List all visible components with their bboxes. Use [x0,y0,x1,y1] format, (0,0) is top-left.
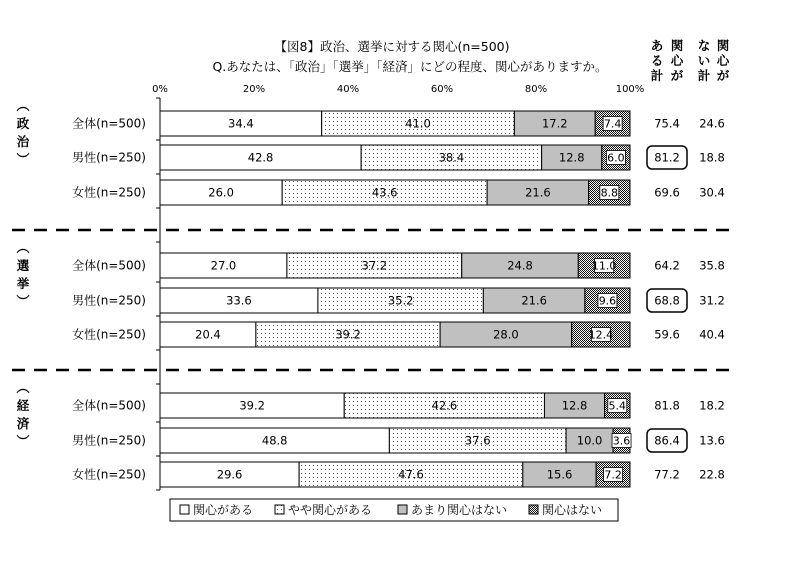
legend-label: 関心がある [193,503,254,517]
value-label: 43.6 [371,185,398,200]
not-interested-total: 18.2 [699,398,725,413]
value-label: 12.8 [561,398,588,413]
value-label: 27.0 [210,258,237,273]
summary-header-char: 心 [670,53,684,68]
chart-subtitle: Q.あなたは、「政治」「選挙」「経済」にどの程度、関心がありますか。 [212,59,608,74]
legend-swatch [180,505,189,514]
interested-total: 81.2 [654,150,680,165]
summary-header-char: 関 [716,38,730,53]
value-label: 35.2 [387,293,414,308]
value-label: 10.0 [576,433,603,448]
x-tick-label: 0% [152,84,168,95]
x-tick-label: 60% [430,84,454,95]
interested-total: 75.4 [654,116,680,131]
summary-header-char: な [697,38,711,53]
summary-header-char: あ [650,38,664,53]
value-label: 41.0 [405,116,431,131]
group-label-char: ︵ [16,381,30,396]
value-label: 15.6 [546,467,573,482]
interested-total: 64.2 [654,258,680,273]
legend-label: 関心はない [542,503,603,517]
summary-header-char: 心 [716,53,730,68]
value-label: 29.6 [216,467,243,482]
summary-header-char: い [697,53,711,68]
summary-header-char: 計 [650,68,664,83]
row-label: 女性(n=250) [72,327,146,342]
legend [170,499,618,521]
legend-swatch [275,505,284,514]
group-label-char: ︶ [16,435,30,450]
x-tick-label: 20% [242,84,266,95]
value-label: 34.4 [228,116,254,131]
value-label: 39.2 [335,327,361,342]
not-interested-total: 30.4 [699,185,725,200]
not-interested-total: 13.6 [699,433,725,448]
row-label: 女性(n=250) [72,467,146,482]
group-label-char: 挙 [16,276,30,291]
legend-label: あまり関心はない [411,503,508,517]
row-label: 男性(n=250) [72,433,146,448]
value-label: 17.2 [541,116,568,131]
x-axis-ticks [152,84,644,95]
group-label-char: ︶ [16,153,30,168]
legend-swatch [529,505,538,514]
group-label-char: 選 [16,258,30,273]
x-tick-label: 100% [615,84,645,95]
row-label: 全体(n=500) [72,116,146,131]
legend-label: やや関心がある [288,503,373,517]
summary-header-char: が [716,68,730,83]
group-label-char: 政 [16,116,30,131]
interested-total: 81.8 [654,398,680,413]
interested-total: 68.8 [654,293,680,308]
interested-total: 77.2 [654,467,680,482]
value-label: 3.6 [612,434,631,448]
value-label: 28.0 [493,327,519,342]
summary-header-char: 関 [670,38,684,53]
not-interested-total: 18.8 [699,150,725,165]
value-label: 7.4 [603,117,622,131]
value-label: 5.4 [608,399,627,413]
row-label: 女性(n=250) [72,185,146,200]
row-label: 男性(n=250) [72,150,146,165]
row-label: 全体(n=500) [72,258,146,273]
value-label: 12.8 [558,150,585,165]
value-label: 20.4 [195,327,221,342]
value-label: 26.0 [208,185,234,200]
x-tick-label: 80% [524,84,548,95]
not-interested-total: 35.8 [699,258,725,273]
value-label: 37.6 [464,433,491,448]
chart-title: 【図8】政治、選挙に対する関心(n=500) [274,39,510,54]
value-label: 12.4 [588,328,614,342]
group-label-char: 経 [16,398,30,413]
group-label-char: ︵ [16,241,30,256]
row-label: 男性(n=250) [72,293,146,308]
value-label: 48.8 [261,433,288,448]
value-label: 21.6 [525,185,551,200]
value-label: 7.2 [604,468,622,482]
value-label: 42.6 [431,398,458,413]
not-interested-total: 22.8 [699,467,725,482]
value-label: 38.4 [438,150,465,165]
group-label-char: ︵ [16,99,30,114]
value-label: 21.6 [521,293,547,308]
value-label: 9.6 [598,294,617,308]
not-interested-total: 31.2 [699,293,725,308]
group-label-char: 治 [16,134,30,149]
value-label: 24.8 [507,258,533,273]
summary-header-char: 計 [697,68,711,83]
value-label: 37.2 [361,258,388,273]
value-label: 47.6 [398,467,424,482]
legend-swatch [398,505,407,514]
value-label: 39.2 [239,398,265,413]
interested-total: 69.6 [654,185,680,200]
value-label: 33.6 [226,293,252,308]
group-label-char: 済 [16,416,30,431]
interested-total: 59.6 [654,327,680,342]
interested-total: 86.4 [654,433,680,448]
group-label-char: ︶ [16,295,30,310]
value-label: 8.8 [600,186,619,200]
not-interested-total: 40.4 [699,327,725,342]
summary-header-char: が [670,68,684,83]
value-label: 11.0 [591,259,617,273]
summary-header-char: る [650,53,664,68]
summary-headers [651,38,730,83]
x-tick-label: 40% [336,84,360,95]
not-interested-total: 24.6 [699,116,725,131]
row-label: 全体(n=500) [72,398,146,413]
value-label: 42.8 [247,150,274,165]
value-label: 6.0 [607,151,625,165]
